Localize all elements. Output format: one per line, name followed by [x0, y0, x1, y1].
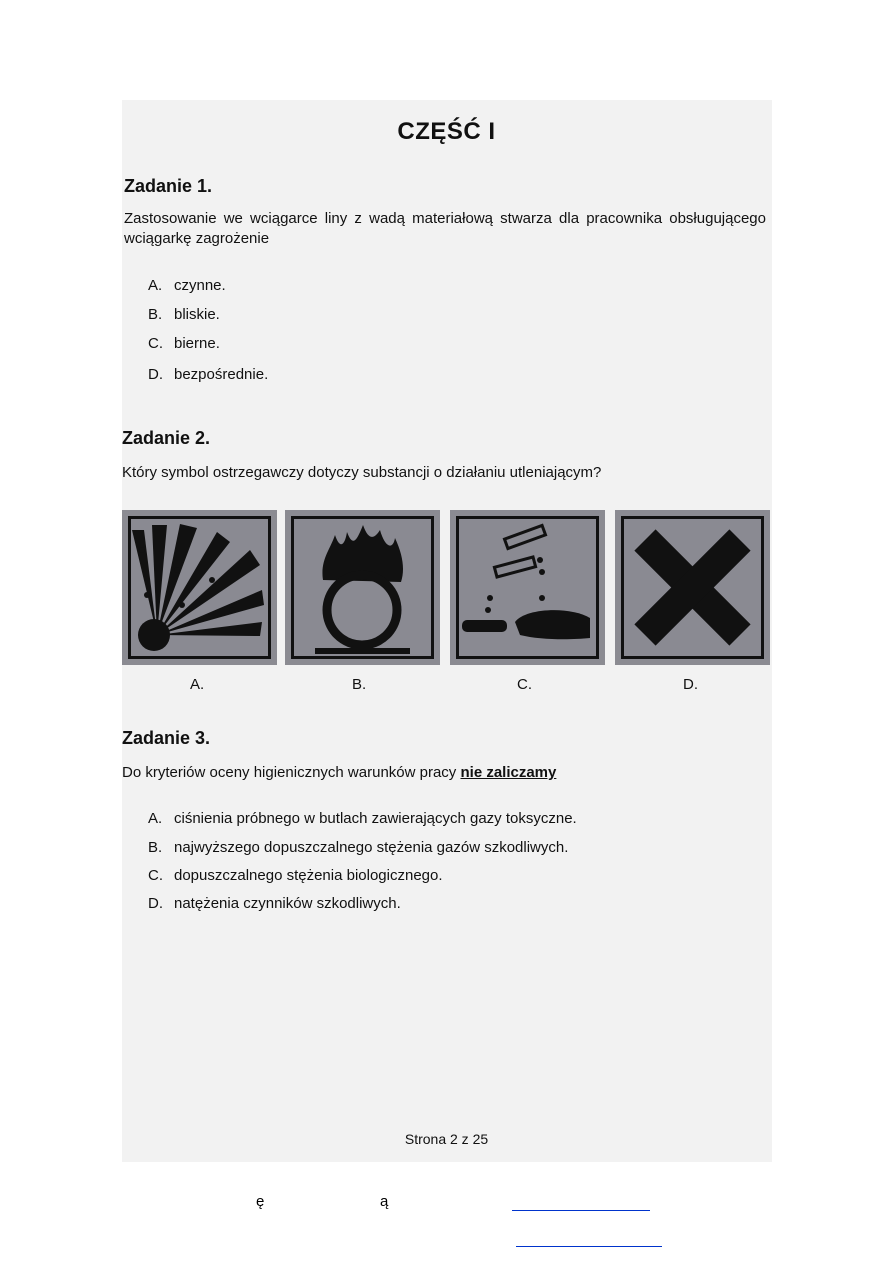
- page-footer: Strona 2 z 25: [404, 1131, 489, 1147]
- symbol-b: [285, 510, 440, 665]
- task2-heading: Zadanie 2.: [122, 428, 211, 448]
- stray-character-e: ę: [256, 1193, 265, 1210]
- symbol-b-label: B.: [352, 676, 367, 693]
- symbol-c-label: C.: [517, 676, 532, 693]
- task1-option-d: D. bezpośrednie.: [148, 366, 269, 383]
- explosive-icon: [122, 510, 277, 665]
- oxidizing-flame-over-circle-icon: [285, 510, 440, 665]
- task2-question: Który symbol ostrzegawczy dotyczy substancji o działaniu utleniającym?: [122, 464, 602, 481]
- task1-option-b: B. bliskie.: [148, 306, 220, 323]
- harmful-x-cross-icon: [615, 510, 770, 665]
- link-underline-1[interactable]: [512, 1210, 650, 1211]
- task3-question-emphasis: nie zaliczamy: [460, 764, 557, 781]
- symbol-d-label: D.: [683, 676, 698, 693]
- symbol-a: [122, 510, 277, 665]
- task3-option-a: A. ciśnienia próbnego w butlach zawierających gazy toksyczne.: [148, 810, 577, 827]
- task3-option-b: B. najwyższego dopuszczalnego stężenia gazów szkodliwych.: [148, 839, 569, 856]
- page-title: CZĘŚĆ I: [397, 118, 496, 145]
- symbol-c: [450, 510, 605, 665]
- symbol-d: [615, 510, 770, 665]
- task1-heading: Zadanie 1.: [124, 176, 213, 196]
- corrosive-icon: [450, 510, 605, 665]
- link-underline-2[interactable]: [516, 1246, 662, 1247]
- task1-question: Zastosowanie we wciągarce liny z wadą materiałową stwarza dla pracownika obsługującego wciągarkę zagrożenie: [124, 210, 766, 247]
- task1-option-a: A. czynne.: [148, 277, 226, 294]
- task3-option-c: C. dopuszczalnego stężenia biologicznego.: [148, 867, 443, 884]
- task1-option-c: C. bierne.: [148, 335, 220, 352]
- symbol-a-label: A.: [190, 676, 205, 693]
- task3-option-d: D. natężenia czynników szkodliwych.: [148, 895, 401, 912]
- task3-heading: Zadanie 3.: [122, 728, 211, 748]
- task3-question: Do kryteriów oceny higienicznych warunków pracy nie zaliczamy: [122, 764, 557, 781]
- stray-character-a: ą: [380, 1193, 389, 1210]
